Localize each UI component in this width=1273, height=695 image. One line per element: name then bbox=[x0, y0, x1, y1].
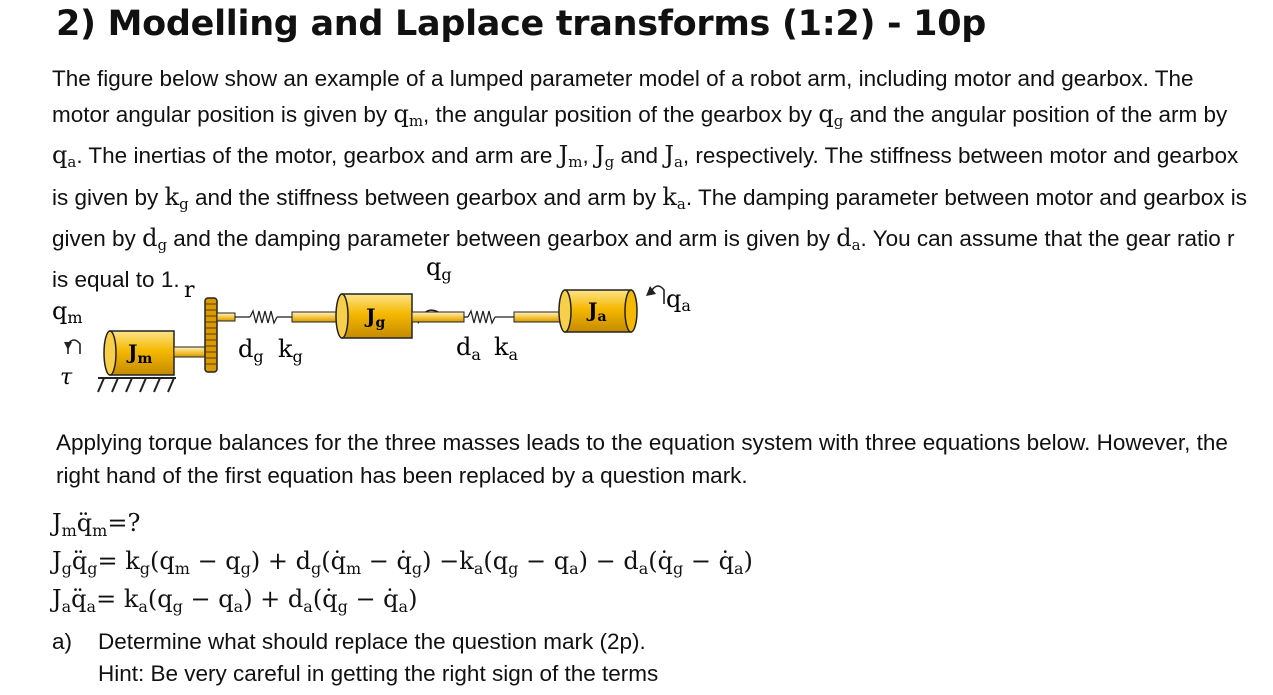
fig-label-da: $d_a$ bbox=[456, 333, 481, 364]
eq2-p5-sub: m bbox=[346, 559, 362, 578]
eq2-p9-sub: a bbox=[569, 559, 579, 578]
equation-3 bbox=[52, 584, 753, 622]
fig-label-dg: $d_g$ bbox=[238, 335, 264, 366]
fig-label-qm: qm bbox=[52, 297, 83, 327]
sym-Jm-sub: m bbox=[568, 153, 583, 171]
sym-qm-sub: m bbox=[408, 111, 424, 130]
eq3-lhs: J bbox=[52, 585, 62, 613]
eq3-q: q̈ bbox=[71, 585, 87, 613]
para-text-2: , the angular position of the gearbox by bbox=[423, 101, 819, 127]
eq2-p1: = k bbox=[97, 547, 140, 575]
motor-shaft bbox=[174, 347, 206, 357]
gear-icon bbox=[205, 298, 217, 372]
eq2-p4-sub: g bbox=[311, 559, 322, 578]
para-text-1: The figure below show an example of a lumped parameter model of a robot arm, including motor and gearbox. The motor angular position is given by bbox=[52, 66, 1194, 127]
eq1-lhs-sub: m bbox=[61, 521, 77, 540]
para-text-3: and the angular position of the arm by bbox=[843, 101, 1228, 127]
eq2-p8-sub: g bbox=[508, 559, 519, 578]
shaft-2 bbox=[412, 312, 464, 322]
eq2-p10: ) − d bbox=[578, 547, 639, 575]
eq3-p3-sub: a bbox=[233, 597, 244, 616]
fig-label-Jg: $J_g$ bbox=[366, 304, 386, 331]
para-text-11: . You can assume that the gear ratio r is equal to 1. bbox=[52, 226, 1235, 292]
eq1-q: q̈ bbox=[76, 509, 93, 537]
eq2-q-sub: g bbox=[87, 559, 98, 578]
sym-kg-sub: g bbox=[179, 194, 189, 213]
fig-label-tau: τ bbox=[60, 365, 73, 390]
eq2-p6: − q̇ bbox=[361, 547, 412, 575]
para-text-6: and bbox=[614, 143, 665, 168]
fig-label-kg: $k_g$ bbox=[278, 335, 303, 366]
sym-da-sub: a bbox=[851, 236, 861, 254]
question-a bbox=[52, 626, 658, 690]
spring-damper-2 bbox=[464, 311, 514, 323]
fig-label-r: r bbox=[184, 278, 195, 303]
eq2-p11-sub: g bbox=[673, 559, 684, 578]
para-text-10: and the damping parameter between gearbox and arm is given by bbox=[167, 226, 837, 251]
question-a-label: a) bbox=[52, 629, 73, 654]
shaft-1 bbox=[292, 312, 336, 322]
eq2-p11: (q̇ bbox=[648, 547, 673, 575]
eq2-p12-sub: a bbox=[733, 559, 744, 578]
eq1-q-sub: m bbox=[92, 521, 108, 540]
sym-dg-sub: g bbox=[157, 236, 168, 254]
eq3-p5: (q̇ bbox=[312, 585, 338, 613]
eq3-p2-sub: g bbox=[172, 597, 183, 616]
eq2-p6-sub: g bbox=[411, 559, 423, 578]
sym-kg-base: k bbox=[164, 182, 180, 211]
para-text-8: and the stiffness between gearbox and arm by bbox=[188, 184, 663, 210]
eq2-p2-sub: m bbox=[174, 559, 190, 578]
spring-damper-1 bbox=[235, 311, 292, 323]
eq2-p10-sub: a bbox=[638, 559, 649, 578]
eq2-p3: − q bbox=[189, 547, 241, 575]
eq2-lhs: J bbox=[52, 547, 62, 575]
fig-label-qa: qa bbox=[666, 285, 691, 315]
sym-Jg-base: J bbox=[595, 141, 605, 169]
eq2-p7-sub: a bbox=[473, 559, 484, 578]
equations-intro-paragraph: Applying torque balances for the three masses leads to the equation system with three equations below. However, the right hand of the first equation has been replaced by a question mark. bbox=[56, 430, 1228, 488]
eq3-p3: − q bbox=[182, 585, 234, 613]
eq2-p5: (q̇ bbox=[321, 547, 346, 575]
sym-qg-base: q bbox=[818, 99, 834, 128]
para-text-9: . The damping parameter between motor and gearbox is given by bbox=[52, 184, 1248, 251]
eq3-p4-sub: a bbox=[303, 597, 313, 616]
sym-Jg-sub: g bbox=[604, 153, 615, 171]
eq3-p5-sub: g bbox=[337, 597, 348, 616]
eq2-p3-sub: g bbox=[240, 559, 251, 578]
eq3-p1: = k bbox=[96, 585, 139, 613]
eq3-p6: − q̇ bbox=[347, 585, 399, 613]
fig-label-Jm: $J_m$ bbox=[128, 340, 153, 367]
eq2-p8: (q bbox=[483, 547, 509, 575]
eq2-p4: ) + d bbox=[250, 547, 312, 575]
eq2-lhs-sub: g bbox=[61, 559, 72, 578]
sym-Ja-sub: a bbox=[673, 153, 683, 171]
para-text-4: . The inertias of the motor, gearbox and arm are bbox=[76, 143, 559, 168]
eq2-p1-sub: g bbox=[139, 559, 151, 578]
sym-qa-sub: a bbox=[67, 153, 77, 171]
sym-qa-base: q bbox=[52, 141, 68, 169]
eq3-p2: (q bbox=[147, 585, 173, 613]
eq2-q: q̈ bbox=[71, 547, 88, 575]
question-a-text: Determine what should replace the question mark (2p). bbox=[98, 629, 646, 654]
ground-hatch bbox=[98, 378, 176, 392]
sym-ka-sub: a bbox=[676, 194, 686, 213]
eq2-p12: − q̇ bbox=[683, 547, 734, 575]
gear-shaft bbox=[217, 313, 235, 321]
eq2-p9: − q bbox=[518, 547, 570, 575]
sym-qm-base: q bbox=[393, 99, 409, 128]
eq2-p7: ) −k bbox=[422, 547, 474, 575]
question-a-line bbox=[52, 626, 658, 658]
sym-dg-base: d bbox=[142, 224, 158, 252]
sym-Ja-base: J bbox=[664, 141, 674, 169]
eq3-lhs-sub: a bbox=[61, 597, 72, 616]
para-text-7: , respectively. The stiffness between motor and gearbox is given by bbox=[52, 143, 1239, 210]
fig-label-Ja: $J_a$ bbox=[588, 298, 607, 325]
eq2-p2: (q bbox=[150, 547, 175, 575]
eq3-q-sub: a bbox=[86, 597, 97, 616]
qa-arrow-icon bbox=[652, 286, 664, 304]
qm-arrowhead-icon bbox=[64, 342, 72, 350]
fig-label-qg: $q_g$ bbox=[426, 253, 452, 284]
sym-qg-sub: g bbox=[833, 111, 844, 130]
equation-2 bbox=[52, 546, 753, 584]
section-title: 2) Modelling and Laplace transforms (1:2) - 10p bbox=[56, 4, 987, 44]
sym-ka-base: k bbox=[662, 182, 677, 211]
sym-Jm-base: J bbox=[558, 141, 569, 169]
eq3-p4: ) + d bbox=[243, 585, 304, 613]
sym-da-base: d bbox=[836, 224, 852, 252]
eq1-lhs: J bbox=[52, 509, 62, 537]
equation-system bbox=[52, 508, 753, 622]
eq1-rhs: =? bbox=[107, 509, 141, 537]
shaft-3 bbox=[514, 312, 560, 322]
question-a-hint: Hint: Be very careful in getting the right sign of the terms bbox=[98, 661, 659, 686]
equation-1 bbox=[52, 508, 753, 546]
para-text-5: , bbox=[582, 143, 596, 168]
eq2-p13: ) bbox=[743, 547, 753, 575]
fig-label-ka: $k_a$ bbox=[494, 333, 519, 364]
eq3-p7: ) bbox=[408, 585, 418, 613]
eq3-p6-sub: a bbox=[398, 597, 409, 616]
eq3-p1-sub: a bbox=[138, 597, 148, 616]
